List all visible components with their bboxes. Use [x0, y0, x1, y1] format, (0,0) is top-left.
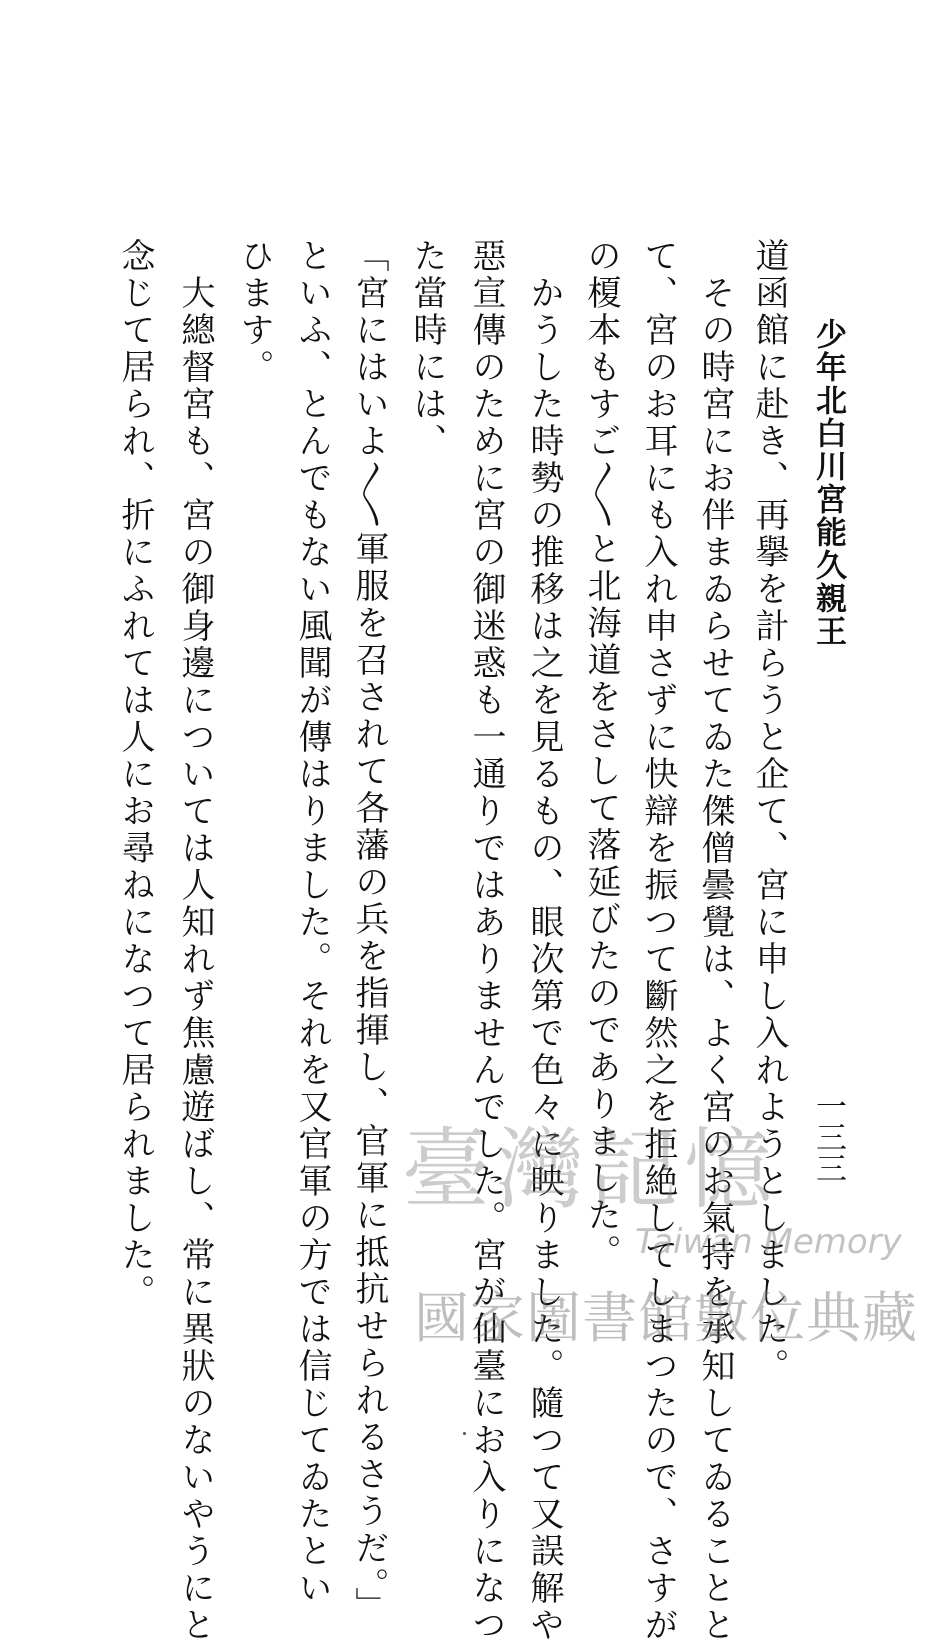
watermark-title: 臺灣記憶: [402, 1118, 779, 1221]
text-column: の榎本もすご〳〵と北海道をさして落延びたのでありました。: [581, 238, 621, 1271]
text-column: た當時には、: [407, 238, 447, 460]
text-column: その時宮にお伴まゐらせてゐた傑僧曇覺は、よく宮のお氣持を承知してゐることと: [695, 238, 735, 1644]
scan-speck: [463, 1432, 466, 1435]
text-column: 「宮にはいよ〳〵軍服を召されて各藩の兵を指揮し、官軍に抵抗せられるさうだ。」: [349, 238, 389, 1624]
text-column: て、宮のお耳にも入れ申さずに快辯を振つて斷然之を拒絶してしまつたので、さすが: [638, 238, 678, 1644]
watermark-organization: 國家圖書館數位典藏: [414, 1286, 919, 1350]
text-column: かうした時勢の推移は之を見るもの、眼次第で色々に映りました。隨つて又誤解や: [524, 238, 564, 1644]
page-number: 一三三: [810, 1090, 846, 1183]
text-column: 念じて居られ、折にふれては人にお尋ねになつて居られました。: [115, 238, 155, 1311]
text-column: といふ、とんでもない風聞が傳はりました。それを又官軍の方では信じてゐたとい: [292, 238, 332, 1607]
text-column: 惡宣傳のために宮の御迷惑も一通りではありませんでした。宮が仙臺にお入りになつ: [466, 238, 506, 1644]
text-column: 道函館に赴き、再擧を計らうと企て、宮に申し入れようとしました。: [749, 238, 789, 1385]
text-column: ひます。: [234, 238, 274, 386]
watermark-english: Taiwan Memory: [635, 1222, 902, 1262]
text-column: 大總督宮も、宮の御身邊については人知れず焦慮遊ばし、常に異狀のないやうにと: [175, 238, 215, 1644]
running-head: 少年北白川宮能久親王: [810, 318, 846, 648]
